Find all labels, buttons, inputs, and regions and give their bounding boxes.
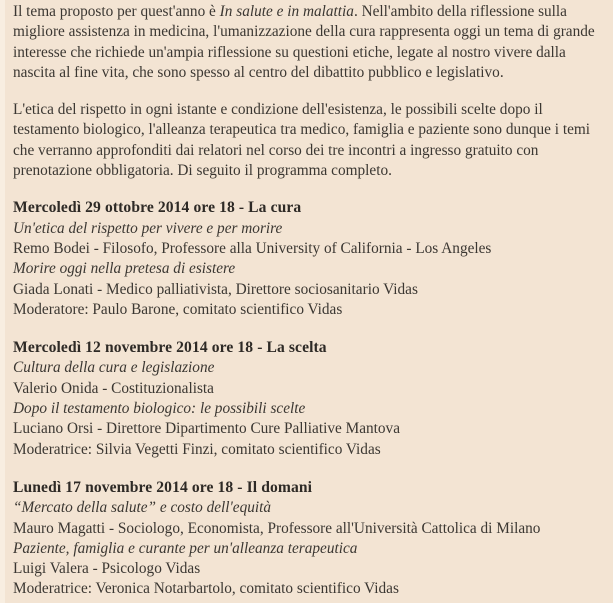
event-3-moderator: Moderatrice: Veronica Notarbartolo, comitato scientifico Vidas (13, 580, 399, 598)
event-2-talk-1-speaker: Valerio Onida - Costituzionalista (13, 379, 214, 397)
event-1-talk-2-speaker: Giada Lonati - Medico palliativista, Direttore sociosanitario Vidas (13, 280, 418, 298)
intro-paragraph-1 (13, 2, 600, 83)
event-2-heading: Mercoledì 12 novembre 2014 ore 18 - La scelta (13, 339, 327, 357)
event-1-heading: Mercoledì 29 ottobre 2014 ore 18 - La cura (13, 199, 302, 217)
event-3-talk-1-speaker: Mauro Magatti - Sociologo, Economista, Professore all'Università Cattolica di Milano (13, 519, 541, 537)
event-3-heading: Lunedì 17 novembre 2014 ore 18 - Il domani (13, 478, 313, 496)
event-2-moderator: Moderatrice: Silvia Vegetti Finzi, comitato scientifico Vidas (13, 440, 381, 458)
event-block-1 (13, 198, 600, 320)
event-1-talk-1-title: Un'etica del rispetto per vivere e per morire (13, 219, 283, 237)
event-3-talk-2-title: Paziente, famiglia e curante per un'alleanza terapeutica (13, 539, 358, 557)
event-1-moderator: Moderatore: Paulo Barone, comitato scientifico Vidas (13, 300, 343, 318)
intro-theme-title-italic: In salute e in malattia (219, 3, 354, 20)
event-3-talk-2-speaker: Luigi Valera - Psicologo Vidas (13, 560, 201, 578)
event-1-talk-2-title: Morire oggi nella pretesa di esistere (13, 260, 236, 278)
intro-paragraph-2: L'etica del rispetto in ogni istante e condizione dell'esistenza, le possibili scelte dopo il testamento biologico, l'alleanza terapeutica tra medico, famiglia e paziente sono dunque i temi che verranno approfonditi dai relatori nel corso dei tre incontri a ingresso gratuito con prenotazione obbligatoria. Di seguito il programma completo. (13, 101, 591, 180)
event-block-3 (13, 478, 600, 600)
event-2-talk-1-title: Cultura della cura e legislazione (13, 359, 215, 377)
intro-paragraph-1-text-after-italic: . Nell'ambito della riflessione sulla migliore assistenza in medicina, l'umanizzazione della cura rappresenta oggi un tema di grande interesse che richiede un'ampia riflessione su questioni etiche, legate al nostro vivere dalla nascita al fine vita, che sono spesso al centro del dibattito pubblico e legislativo. (13, 3, 595, 81)
event-3-talk-1-title: “Mercato della salute” e costo dell'equità (13, 499, 272, 517)
event-1-talk-1-speaker: Remo Bodei - Filosofo, Professore alla University of California - Los Angeles (13, 239, 492, 257)
intro-paragraph-1-text-before-italic: Il tema proposto per quest'anno è (13, 3, 220, 20)
event-2-talk-2-title: Dopo il testamento biologico: le possibili scelte (13, 400, 306, 418)
event-2-talk-2-speaker: Luciano Orsi - Direttore Dipartimento Cure Palliative Mantova (13, 420, 400, 438)
event-block-2 (13, 338, 600, 460)
